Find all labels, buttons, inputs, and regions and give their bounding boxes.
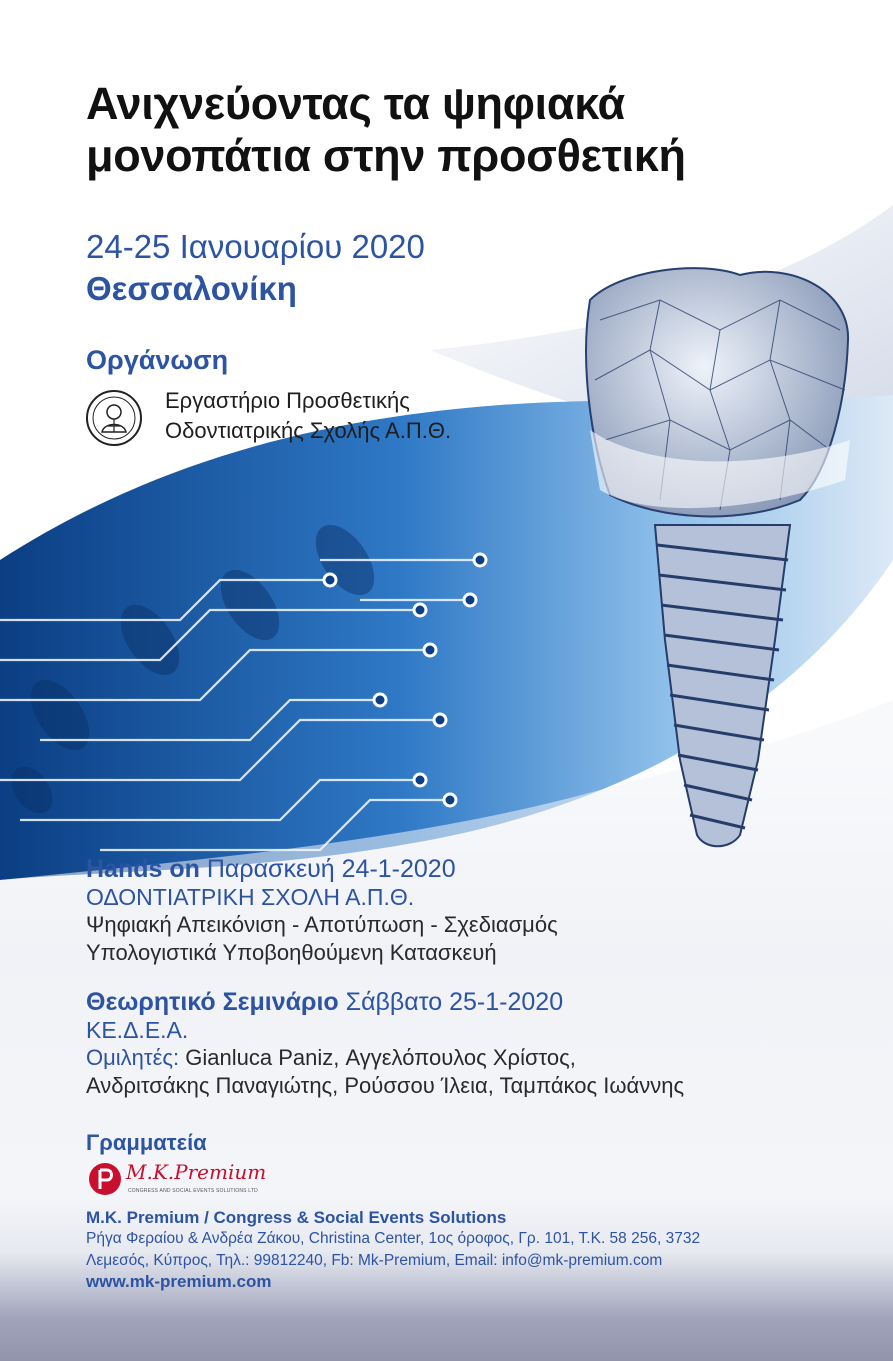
hands-on-day: Παρασκευή 24-1-2020 [206, 855, 456, 883]
university-seal-icon [86, 390, 142, 446]
hands-on-topic-2: Υπολογιστικά Υποβοηθούμενη Κατασκευή [86, 940, 497, 965]
organization-heading: Οργάνωση [86, 345, 229, 375]
hands-on-topic-1: Ψηφιακή Απεικόνιση - Αποτύπωση - Σχεδιασμός [86, 912, 558, 937]
secretariat-heading: Γραμματεία [86, 1130, 207, 1155]
hands-on-label: Hands on [86, 855, 200, 883]
mk-premium-logo-icon [88, 1160, 267, 1200]
title-line-1: Ανιχνεύοντας τα ψηφιακά [86, 78, 625, 129]
speakers-line-1: Gianluca Paniz, Αγγελόπουλος Χρίστος, [185, 1045, 576, 1070]
website-link[interactable]: www.mk-premium.com [86, 1272, 272, 1291]
logo-tagline: CONGRESS AND SOCIAL EVENTS SOLUTIONS LTD [128, 1188, 258, 1194]
organization-line-1: Εργαστήριο Προσθετικής [165, 388, 410, 413]
poster-title [86, 78, 686, 182]
contact-block [86, 1208, 700, 1292]
event-city: Θεσσαλονίκη [86, 270, 297, 307]
hands-on-venue: ΟΔΟΝΤΙΑΤΡΙΚΗ ΣΧΟΛΗ Α.Π.Θ. [86, 884, 415, 910]
seminar-venue: ΚΕ.Δ.Ε.Α. [86, 1017, 189, 1043]
company-name: M.K. Premium / Congress & Social Events Solutions [86, 1208, 507, 1227]
logo-text: M.K.Premium [126, 1160, 267, 1184]
speakers-label: Ομιλητές: [86, 1045, 180, 1070]
seminar-day: Σάββατο 25-1-2020 [345, 988, 564, 1016]
mk-logo-mark-icon [88, 1162, 122, 1196]
seminar-label: Θεωρητικό Σεμινάριο [86, 988, 339, 1016]
organization-name [165, 386, 451, 446]
organization-line-2: Οδοντιατρικής Σχολής Α.Π.Θ. [165, 418, 452, 443]
hands-on-section [86, 855, 558, 967]
event-date: 24-25 Ιανουαρίου 2020 [86, 228, 425, 265]
address-line-1: Ρήγα Φεραίου & Ανδρέα Ζάκου, Christina Center, 1ος όροφος, Γρ. 101, Τ.Κ. 58 256, 3732 [86, 1230, 701, 1247]
seminar-section [86, 988, 684, 1100]
speakers-line-2: Ανδριτσάκης Παναγιώτης, Ρούσσου Ίλεια, Ταμπάκος Ιωάννης [86, 1073, 685, 1098]
title-line-2: μονοπάτια στην προσθετική [86, 130, 686, 181]
address-line-2: Λεμεσός, Κύπρος, Τηλ.: 99812240, Fb: Mk-Premium, Email: info@mk-premium.com [86, 1252, 663, 1269]
